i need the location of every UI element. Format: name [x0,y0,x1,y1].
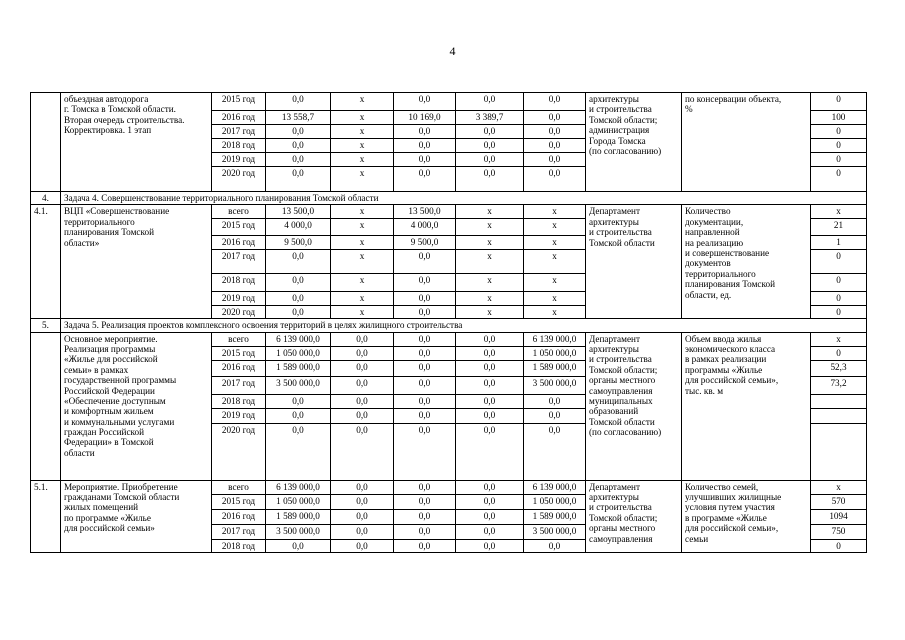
local-cell: 0,0 [456,494,524,509]
task-row [31,192,867,205]
program-table [30,92,867,553]
other-cell: 0,0 [524,394,586,408]
total-cell: 0,0 [266,249,331,273]
indicator-value [811,394,867,408]
other-cell: 1 589 000,0 [524,360,586,376]
indicator-value: х [811,332,867,346]
other-cell: х [524,291,586,305]
other-cell: 1 050 000,0 [524,346,586,360]
total-cell: 0,0 [266,153,331,167]
other-cell: 1 589 000,0 [524,509,586,524]
other-cell: 0,0 [524,423,586,480]
year-cell: 2018 год [212,539,266,552]
federal-cell: х [331,291,394,305]
regional-cell: 4 000,0 [394,219,456,236]
federal-cell: х [331,139,394,153]
table-row [31,480,867,494]
federal-cell: 0,0 [331,346,394,360]
indicator-value: 0 [811,167,867,192]
local-cell: х [456,273,524,291]
indicator-value: 0 [811,153,867,167]
total-cell: 0,0 [266,291,331,305]
federal-cell: 0,0 [331,524,394,539]
local-cell: х [456,305,524,318]
local-cell: 0,0 [456,394,524,408]
year-cell: 2019 год [212,291,266,305]
indicator-value: 100 [811,111,867,125]
year-cell: 2018 год [212,394,266,408]
indicator-value: 0 [811,291,867,305]
federal-cell: х [331,111,394,125]
year-cell: 2015 год [212,219,266,236]
year-cell: 2017 год [212,376,266,394]
federal-cell: х [331,236,394,249]
federal-cell: х [331,219,394,236]
federal-cell: х [331,125,394,139]
regional-cell: 0,0 [394,394,456,408]
indicator-name: Количество семей, улучшивших жилищные условия путем участия в программе «Жилье для российской семьи», семьи [682,480,811,552]
total-cell: 4 000,0 [266,219,331,236]
executor: Департамент архитектуры и строительства Томской области [586,205,682,319]
indicator-value: х [811,480,867,494]
local-cell: 0,0 [456,360,524,376]
total-cell: 0,0 [266,273,331,291]
indicator-name: по консервации объекта, % [682,93,811,192]
row-number: 4.1. [31,205,61,319]
year-cell: 2016 год [212,111,266,125]
regional-cell: 0,0 [394,249,456,273]
regional-cell: 0,0 [394,480,456,494]
indicator-value: 0 [811,346,867,360]
federal-cell: х [331,93,394,111]
total-cell: 1 589 000,0 [266,360,331,376]
total-cell: 3 500 000,0 [266,524,331,539]
total-cell: 0,0 [266,125,331,139]
other-cell: 3 500 000,0 [524,376,586,394]
other-cell: 0,0 [524,167,586,192]
federal-cell: 0,0 [331,539,394,552]
other-cell: 0,0 [524,539,586,552]
other-cell: 0,0 [524,139,586,153]
local-cell: х [456,291,524,305]
total-cell: 0,0 [266,93,331,111]
federal-cell: 0,0 [331,423,394,480]
other-cell: х [524,305,586,318]
local-cell: 0,0 [456,524,524,539]
total-cell: 1 050 000,0 [266,346,331,360]
total-cell: 0,0 [266,167,331,192]
indicator-name: Количество документации, направленной на реализацию и совершенствование документов территориального планирования Томской области, ед. [682,205,811,319]
total-cell: 0,0 [266,423,331,480]
regional-cell: 0,0 [394,346,456,360]
indicator-value: х [811,205,867,219]
regional-cell: 9 500,0 [394,236,456,249]
year-cell: 2018 год [212,273,266,291]
other-cell: 1 050 000,0 [524,494,586,509]
indicator-value [811,423,867,480]
year-cell: 2016 год [212,236,266,249]
regional-cell: 0,0 [394,273,456,291]
task-number: 4. [31,192,61,205]
other-cell: х [524,249,586,273]
year-cell: 2015 год [212,494,266,509]
total-cell: 0,0 [266,305,331,318]
total-cell: 1 589 000,0 [266,509,331,524]
indicator-value [811,408,867,423]
indicator-value: 0 [811,273,867,291]
indicator-value: 0 [811,125,867,139]
table-row [31,205,867,219]
local-cell: х [456,219,524,236]
regional-cell: 0,0 [394,167,456,192]
year-cell: 2017 год [212,524,266,539]
year-cell: всего [212,332,266,346]
table-row [31,93,867,111]
year-cell: 2020 год [212,167,266,192]
year-cell: 2019 год [212,153,266,167]
regional-cell: 13 500,0 [394,205,456,219]
regional-cell: 0,0 [394,524,456,539]
local-cell: х [456,236,524,249]
other-cell: 0,0 [524,125,586,139]
year-cell: всего [212,205,266,219]
activity-name: объездная автодорога г. Томска в Томской области. Вторая очередь строительства. Корректировка. 1 этап [61,93,212,192]
other-cell: 3 500 000,0 [524,524,586,539]
other-cell: 0,0 [524,93,586,111]
regional-cell: 0,0 [394,93,456,111]
total-cell: 0,0 [266,139,331,153]
local-cell: 3 389,7 [456,111,524,125]
regional-cell: 0,0 [394,153,456,167]
year-cell: 2018 год [212,139,266,153]
federal-cell: 0,0 [331,332,394,346]
indicator-value: 0 [811,139,867,153]
page-number: 4 [449,44,456,58]
total-cell: 6 139 000,0 [266,332,331,346]
year-cell: 2015 год [212,93,266,111]
year-cell: 2016 год [212,360,266,376]
indicator-value: 52,3 [811,360,867,376]
task-row [31,319,867,332]
local-cell: 0,0 [456,539,524,552]
regional-cell: 0,0 [394,139,456,153]
other-cell: 6 139 000,0 [524,332,586,346]
regional-cell: 0,0 [394,509,456,524]
federal-cell: 0,0 [331,509,394,524]
indicator-value: 750 [811,524,867,539]
federal-cell: х [331,167,394,192]
activity-name: Мероприятие. Приобретение гражданами Томской области жилых помещений по программе «Жилье для российской семьи» [61,480,212,552]
indicator-value: 0 [811,249,867,273]
federal-cell: х [331,249,394,273]
year-cell: 2020 год [212,423,266,480]
federal-cell: х [331,153,394,167]
indicator-value: 0 [811,93,867,111]
regional-cell: 0,0 [394,423,456,480]
local-cell: 0,0 [456,139,524,153]
task-number: 5. [31,319,61,332]
year-cell: 2019 год [212,408,266,423]
local-cell: 0,0 [456,376,524,394]
federal-cell: 0,0 [331,494,394,509]
regional-cell: 0,0 [394,332,456,346]
row-number: 5.1. [31,480,61,552]
row-number [31,332,61,480]
local-cell: 0,0 [456,167,524,192]
indicator-name: Объем ввода жилья экономического класса в рамках реализации программы «Жилье для российской семьи», тыс. кв. м [682,332,811,480]
regional-cell: 0,0 [394,494,456,509]
indicator-value: 21 [811,219,867,236]
local-cell: 0,0 [456,509,524,524]
task-title: Задача 4. Совершенствование территориального планирования Томской области [61,192,867,205]
local-cell: х [456,249,524,273]
task-title: Задача 5. Реализация проектов комплексного освоения территорий в целях жилищного строительства [61,319,867,332]
total-cell: 9 500,0 [266,236,331,249]
local-cell: 0,0 [456,408,524,423]
local-cell: 0,0 [456,153,524,167]
year-cell: 2015 год [212,346,266,360]
local-cell: 0,0 [456,423,524,480]
federal-cell: 0,0 [331,394,394,408]
local-cell: 0,0 [456,332,524,346]
federal-cell: х [331,273,394,291]
row-number [31,93,61,192]
federal-cell: 0,0 [331,408,394,423]
total-cell: 13 558,7 [266,111,331,125]
table-row [31,332,867,346]
federal-cell: х [331,305,394,318]
federal-cell: х [331,205,394,219]
total-cell: 0,0 [266,408,331,423]
local-cell: 0,0 [456,480,524,494]
year-cell: 2017 год [212,125,266,139]
indicator-value: 73,2 [811,376,867,394]
other-cell: 6 139 000,0 [524,480,586,494]
regional-cell: 0,0 [394,291,456,305]
executor: Департамент архитектуры и строительства Томской области; органы местного самоуправления [586,480,682,552]
local-cell: 0,0 [456,125,524,139]
other-cell: 0,0 [524,408,586,423]
executor: Департамент архитектуры и строительства Томской области; органы местного самоуправления муниципальных образований Томской области (по согласованию) [586,332,682,480]
total-cell: 1 050 000,0 [266,494,331,509]
federal-cell: 0,0 [331,376,394,394]
activity-name: Основное мероприятие. Реализация программы «Жилье для российской семьи» в рамках государственной программы Российской Федерации «Обеспечение доступным и комфортным жильем и коммунальными услугами граждан Российской Федерации» в Томской области [61,332,212,480]
regional-cell: 0,0 [394,305,456,318]
local-cell: 0,0 [456,346,524,360]
regional-cell: 0,0 [394,408,456,423]
year-cell: 2020 год [212,305,266,318]
federal-cell: 0,0 [331,480,394,494]
year-cell: всего [212,480,266,494]
activity-name: ВЦП «Совершенствование территориального планирования Томской области» [61,205,212,319]
executor: архитектуры и строительства Томской области; администрация Города Томска (по согласованию) [586,93,682,192]
total-cell: 6 139 000,0 [266,480,331,494]
local-cell: х [456,205,524,219]
regional-cell: 0,0 [394,539,456,552]
indicator-value: 0 [811,305,867,318]
total-cell: 3 500 000,0 [266,376,331,394]
other-cell: х [524,219,586,236]
indicator-value: 1094 [811,509,867,524]
indicator-value: 1 [811,236,867,249]
indicator-value: 570 [811,494,867,509]
regional-cell: 0,0 [394,360,456,376]
year-cell: 2016 год [212,509,266,524]
indicator-value: 0 [811,539,867,552]
federal-cell: 0,0 [331,360,394,376]
other-cell: х [524,236,586,249]
total-cell: 13 500,0 [266,205,331,219]
regional-cell: 0,0 [394,376,456,394]
regional-cell: 10 169,0 [394,111,456,125]
other-cell: х [524,205,586,219]
year-cell: 2017 год [212,249,266,273]
total-cell: 0,0 [266,394,331,408]
regional-cell: 0,0 [394,125,456,139]
other-cell: 0,0 [524,153,586,167]
other-cell: х [524,273,586,291]
other-cell: 0,0 [524,111,586,125]
local-cell: 0,0 [456,93,524,111]
total-cell: 0,0 [266,539,331,552]
